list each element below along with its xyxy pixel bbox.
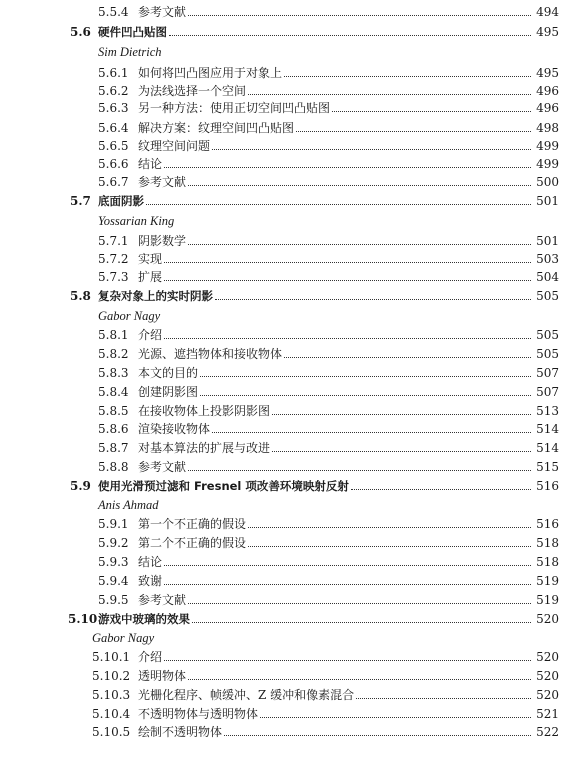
- page-number: 515: [536, 460, 559, 474]
- entry-number: 5.10.1: [92, 650, 131, 664]
- toc-entry-5-8-7: [0, 441, 581, 455]
- entry-title: 绘制不透明物体: [138, 725, 223, 739]
- toc-entry-5-7-2: [0, 252, 581, 266]
- toc-entry-5-6-2: [0, 84, 581, 98]
- page-number: 520: [536, 650, 559, 664]
- toc-entry-5-9-3: [0, 555, 581, 569]
- entry-title: 解决方案：纹理空间凹凸贴图: [138, 121, 295, 135]
- entry-number: 5.9.1: [98, 517, 129, 531]
- entry-title: 介绍: [138, 650, 163, 664]
- page-number: 503: [536, 252, 559, 266]
- dot-leader: [169, 34, 531, 36]
- page-number: 520: [536, 612, 559, 626]
- entry-title: 扩展: [138, 270, 163, 284]
- entry-number: 5.10.4: [92, 707, 131, 721]
- dot-leader: [356, 697, 531, 699]
- entry-title: 参考文献: [138, 460, 187, 474]
- section-number: 5.6: [70, 25, 91, 39]
- entry-number: 5.10.3: [92, 688, 131, 702]
- toc-section-5-6: [0, 25, 581, 39]
- dot-leader: [192, 621, 531, 623]
- entry-title: 阴影数学: [138, 234, 187, 248]
- dot-leader: [146, 203, 531, 205]
- section-author: Sim Dietrich: [98, 45, 162, 59]
- page-number: 521: [536, 707, 559, 721]
- page-number: 500: [536, 175, 559, 189]
- entry-number: 5.8.6: [98, 422, 129, 436]
- entry-number: 5.7.3: [98, 270, 129, 284]
- dot-leader: [296, 130, 531, 132]
- page-number: 516: [536, 479, 559, 493]
- dot-leader: [200, 375, 531, 377]
- page-number: 514: [536, 441, 559, 455]
- dot-leader: [332, 110, 531, 112]
- page-number: 514: [536, 422, 559, 436]
- entry-number: 5.7.2: [98, 252, 129, 266]
- section-author: Gabor Nagy: [92, 631, 155, 645]
- entry-number: 5.5.4: [98, 5, 129, 19]
- entry-number: 5.6.1: [98, 66, 129, 80]
- page-number: 520: [536, 669, 559, 683]
- entry-title: 渲染接收物体: [138, 422, 211, 436]
- entry-title: 本文的目的: [138, 366, 199, 380]
- toc-entry-5-8-8: [0, 460, 581, 474]
- toc-entry-5-8-5: [0, 404, 581, 418]
- page-number: 522: [536, 725, 559, 739]
- toc-entry-5-8-3: [0, 366, 581, 380]
- page-number: 501: [536, 234, 559, 248]
- page-number: 518: [536, 555, 559, 569]
- section-title: 游戏中玻璃的效果: [98, 612, 190, 626]
- toc-entry-5-10-1: [0, 650, 581, 664]
- toc-entry-5-9-5: [0, 593, 581, 607]
- entry-title: 结论: [138, 555, 163, 569]
- toc-entry-5-6-1: [0, 66, 581, 80]
- page-number: 513: [536, 404, 559, 418]
- entry-title: 参考文献: [138, 593, 187, 607]
- entry-title: 光栅化程序、帧缓冲、Z 缓冲和像素混合: [138, 688, 355, 702]
- entry-number: 5.6.2: [98, 84, 129, 98]
- dot-leader: [272, 450, 531, 452]
- page-number: 507: [536, 366, 559, 380]
- toc-entry-5-6-4: [0, 121, 581, 135]
- section-author: Anis Ahmad: [98, 498, 159, 512]
- entry-number: 5.6.6: [98, 157, 129, 171]
- dot-leader: [224, 734, 531, 736]
- toc-entry-5-8-4: [0, 385, 581, 399]
- entry-number: 5.8.7: [98, 441, 129, 455]
- section-title: 硬件凹凸贴图: [98, 25, 167, 39]
- toc-entry-5-10-4: [0, 707, 581, 721]
- dot-leader: [164, 337, 531, 339]
- entry-number: 5.8.8: [98, 460, 129, 474]
- entry-title: 另一种方法：使用正切空间凹凸贴图: [138, 101, 331, 115]
- page-number: 495: [536, 66, 559, 80]
- page-number: 520: [536, 688, 559, 702]
- toc-entry-5-10-3: [0, 688, 581, 702]
- section-number: 5.8: [70, 289, 91, 303]
- entry-title: 如何将凹凸图应用于对象上: [138, 66, 283, 80]
- page-number: 518: [536, 536, 559, 550]
- dot-leader: [164, 261, 531, 263]
- page-number: 505: [536, 347, 559, 361]
- toc-entry-5-5-4: [0, 5, 581, 19]
- entry-number: 5.9.2: [98, 536, 129, 550]
- entry-title: 参考文献: [138, 175, 187, 189]
- toc-entry-5-6-7: [0, 175, 581, 189]
- toc-entry-5-6-5: [0, 139, 581, 153]
- dot-leader: [351, 488, 531, 490]
- toc-entry-5-6-3: [0, 101, 581, 115]
- toc-entry-5-10-5: [0, 725, 581, 739]
- entry-number: 5.8.5: [98, 404, 129, 418]
- toc-entry-5-6-6: [0, 157, 581, 171]
- page-number: 505: [536, 328, 559, 342]
- entry-number: 5.8.1: [98, 328, 129, 342]
- dot-leader: [164, 166, 531, 168]
- entry-title: 不透明物体与透明物体: [138, 707, 259, 721]
- toc-entry-5-10-2: [0, 669, 581, 683]
- entry-number: 5.9.5: [98, 593, 129, 607]
- entry-number: 5.8.4: [98, 385, 129, 399]
- entry-number: 5.8.2: [98, 347, 129, 361]
- page-number: 498: [536, 121, 559, 135]
- page-number: 501: [536, 194, 559, 208]
- page-number: 496: [536, 101, 559, 115]
- section-title: 使用光滑预过滤和 Fresnel 项改善环境映射反射: [98, 479, 349, 493]
- toc-section-5-10: [0, 612, 581, 626]
- entry-number: 5.6.7: [98, 175, 129, 189]
- dot-leader: [215, 298, 531, 300]
- entry-title: 参考文献: [138, 5, 187, 19]
- entry-title: 光源、遮挡物体和接收物体: [138, 347, 283, 361]
- dot-leader: [188, 469, 531, 471]
- toc-entry-5-8-2: [0, 347, 581, 361]
- entry-number: 5.9.3: [98, 555, 129, 569]
- page-number: 499: [536, 157, 559, 171]
- toc-entry-5-8-6: [0, 422, 581, 436]
- toc-section-5-7: [0, 194, 581, 208]
- dot-leader: [188, 14, 531, 16]
- page-number: 516: [536, 517, 559, 531]
- dot-leader: [164, 659, 531, 661]
- toc-entry-5-9-2: [0, 536, 581, 550]
- entry-number: 5.6.4: [98, 121, 129, 135]
- section-number: 5.10: [68, 612, 98, 626]
- page-number: 504: [536, 270, 559, 284]
- entry-title: 在接收物体上投影阴影图: [138, 404, 271, 418]
- dot-leader: [248, 545, 531, 547]
- entry-title: 为法线选择一个空间: [138, 84, 247, 98]
- dot-leader: [284, 75, 531, 77]
- dot-leader: [188, 243, 531, 245]
- page-number: 495: [536, 25, 559, 39]
- dot-leader: [272, 413, 531, 415]
- entry-title: 对基本算法的扩展与改进: [138, 441, 271, 455]
- toc-entry-5-9-1: [0, 517, 581, 531]
- dot-leader: [188, 602, 531, 604]
- section-author: Gabor Nagy: [98, 309, 161, 323]
- entry-number: 5.6.3: [98, 101, 129, 115]
- page-number: 519: [536, 593, 559, 607]
- dot-leader: [212, 431, 531, 433]
- toc-entry-5-7-1: [0, 234, 581, 248]
- section-author: Yossarian King: [98, 214, 175, 228]
- page-number: 507: [536, 385, 559, 399]
- page-number: 519: [536, 574, 559, 588]
- dot-leader: [212, 148, 531, 150]
- entry-title: 结论: [138, 157, 163, 171]
- page-number: 494: [536, 5, 559, 19]
- entry-title: 透明物体: [138, 669, 187, 683]
- toc-entry-5-7-3: [0, 270, 581, 284]
- dot-leader: [200, 394, 531, 396]
- entry-number: 5.9.4: [98, 574, 129, 588]
- entry-title: 介绍: [138, 328, 163, 342]
- page-number: 496: [536, 84, 559, 98]
- dot-leader: [248, 526, 531, 528]
- entry-number: 5.10.2: [92, 669, 131, 683]
- toc-section-5-8: [0, 289, 581, 303]
- dot-leader: [248, 93, 531, 95]
- dot-leader: [164, 279, 531, 281]
- section-number: 5.7: [70, 194, 91, 208]
- entry-title: 实现: [138, 252, 163, 266]
- entry-title: 纹理空间问题: [138, 139, 211, 153]
- entry-number: 5.8.3: [98, 366, 129, 380]
- section-title: 复杂对象上的实时阴影: [98, 289, 213, 303]
- toc-section-5-9: [0, 479, 581, 493]
- dot-leader: [188, 678, 531, 680]
- entry-title: 第一个不正确的假设: [138, 517, 247, 531]
- toc-entry-5-8-1: [0, 328, 581, 342]
- page-number: 505: [536, 289, 559, 303]
- page-number: 499: [536, 139, 559, 153]
- dot-leader: [164, 564, 531, 566]
- dot-leader: [164, 583, 531, 585]
- entry-title: 创建阴影图: [138, 385, 199, 399]
- entry-number: 5.6.5: [98, 139, 129, 153]
- entry-number: 5.10.5: [92, 725, 131, 739]
- toc-entry-5-9-4: [0, 574, 581, 588]
- dot-leader: [284, 356, 531, 358]
- entry-title: 致谢: [138, 574, 163, 588]
- section-title: 底面阴影: [98, 194, 144, 208]
- dot-leader: [260, 716, 531, 718]
- entry-title: 第二个不正确的假设: [138, 536, 247, 550]
- section-number: 5.9: [70, 479, 91, 493]
- dot-leader: [188, 184, 531, 186]
- entry-number: 5.7.1: [98, 234, 129, 248]
